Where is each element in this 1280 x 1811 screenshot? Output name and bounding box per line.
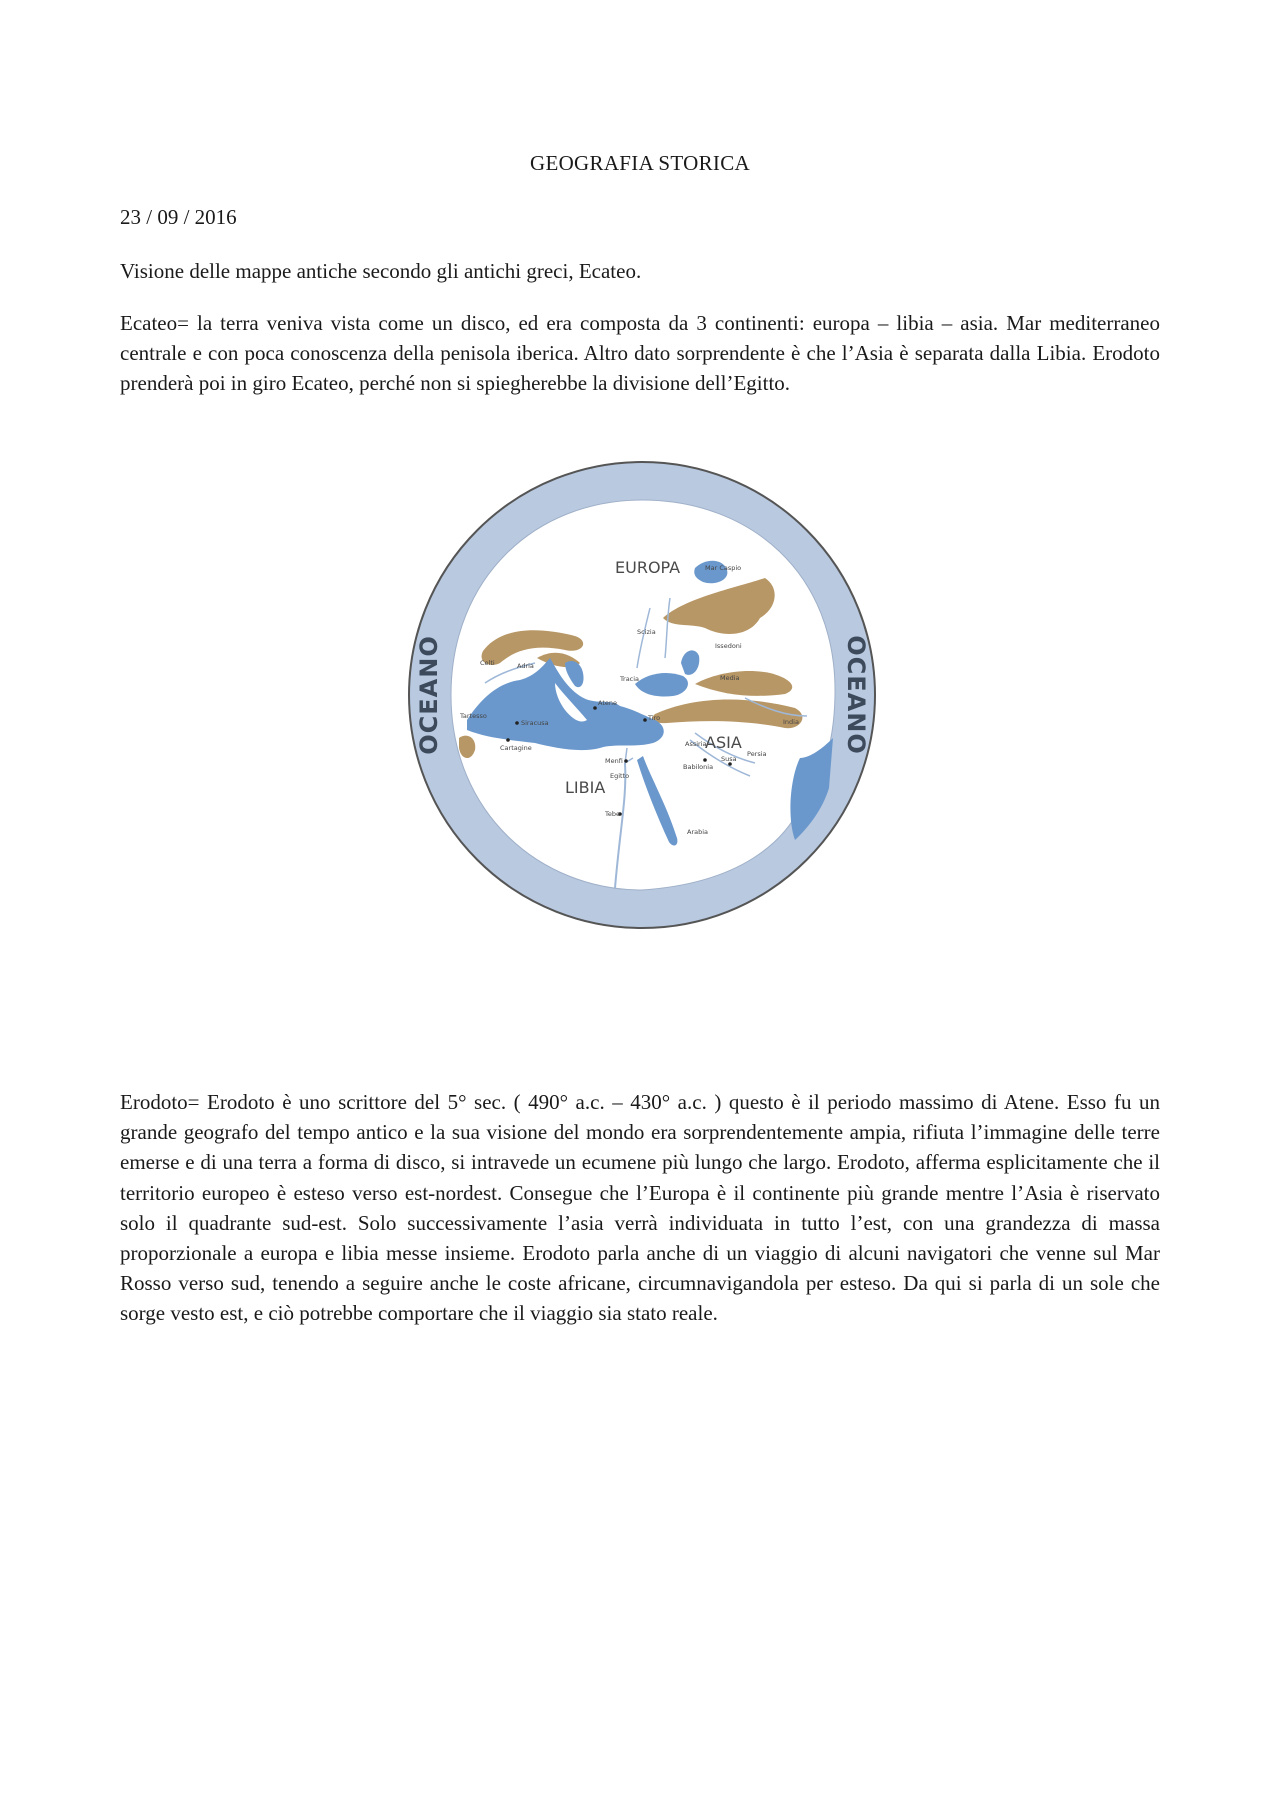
label-tebe: Tebe [605,810,620,818]
label-libia: LIBIA [565,778,606,797]
label-babilonia: Babilonia [683,763,714,771]
city-dot-menfi [624,759,628,763]
city-dot-tiro [643,718,647,722]
label-issedoni: Issedoni [715,642,742,650]
intro-line: Visione delle mappe antiche secondo gli antichi greci, Ecateo. [120,259,642,283]
page-title: GEOGRAFIA STORICA [530,151,750,175]
label-tartesso: Tartesso [460,712,487,720]
label-tiro: Tiro [648,714,661,722]
label-mar-caspio: Mar Caspio [705,564,742,572]
label-media: Media [720,674,740,682]
label-assiria: Assiria [685,740,707,748]
label-europa: EUROPA [615,558,681,577]
label-ocean-left: OCEANO [415,635,443,755]
label-tracia: Tracia [620,675,640,683]
label-susa: Susa [721,755,737,763]
label-celti: Celti [480,659,495,667]
label-atene: Atene [598,699,617,707]
city-dot-atene [593,706,597,710]
city-dot-siracusa [515,721,519,725]
city-dot-babilonia [703,758,707,762]
document-date: 23 / 09 / 2016 [120,205,237,229]
label-arabia: Arabia [687,828,709,836]
map-svg [405,458,880,933]
ecateo-world-map [405,458,880,933]
label-ocean-right: OCEANO [842,635,870,755]
city-dot-cartagine [506,738,510,742]
label-scizia: Scizia [637,628,656,636]
label-egitto: Egitto [610,772,630,780]
label-menfi: Menfi [605,757,623,765]
label-siracusa: Siracusa [521,719,549,727]
label-india: India [783,718,799,726]
label-asia: ASIA [705,733,742,752]
label-cartagine: Cartagine [500,744,532,752]
label-adria: Adria [517,662,534,670]
paragraph-erodoto: Erodoto= Erodoto è uno scrittore del 5° sec. ( 490° a.c. – 430° a.c. ) questo è il periodo massimo di Atene. Esso fu un grande geografo del tempo antico e la sua visione del mondo era sorprendentemente ampia, rifiuta l’immagine delle terre emerse e di una terra a forma di disco, si intravede un ecumene più lungo che largo. Erodoto, afferma esplicitamente che il territorio europeo è esteso verso est-nordest. Consegue che l’Europa è il continente più grande mentre l’Asia è riservato solo il quadrante sud-est. Solo successivamente l’asia verrà individuata in tutto l’est, con una grandezza di massa proporzionale a europa e libia messe insieme. Erodoto parla anche di un viaggio di alcuni navigatori che venne sul Mar Rosso verso sud, tenendo a seguire anche le coste africane, circumnavigandola per esteso. Da qui si parla di un sole che sorge vesto est, e ciò potrebbe comportare che il viaggio sia stato reale. [120,1090,1160,1326]
paragraph-ecateo: Ecateo= la terra veniva vista come un disco, ed era composta da 3 continenti: europa – libia – asia. Mar mediterraneo centrale e con poca conoscenza della penisola iberica. Altro dato sorprendente è che l’Asia è separata dalla Libia. Erodoto prenderà poi in giro Ecateo, perché non si spiegherebbe la divisione dell’Egitto. [120,311,1160,396]
label-persia: Persia [747,750,767,758]
